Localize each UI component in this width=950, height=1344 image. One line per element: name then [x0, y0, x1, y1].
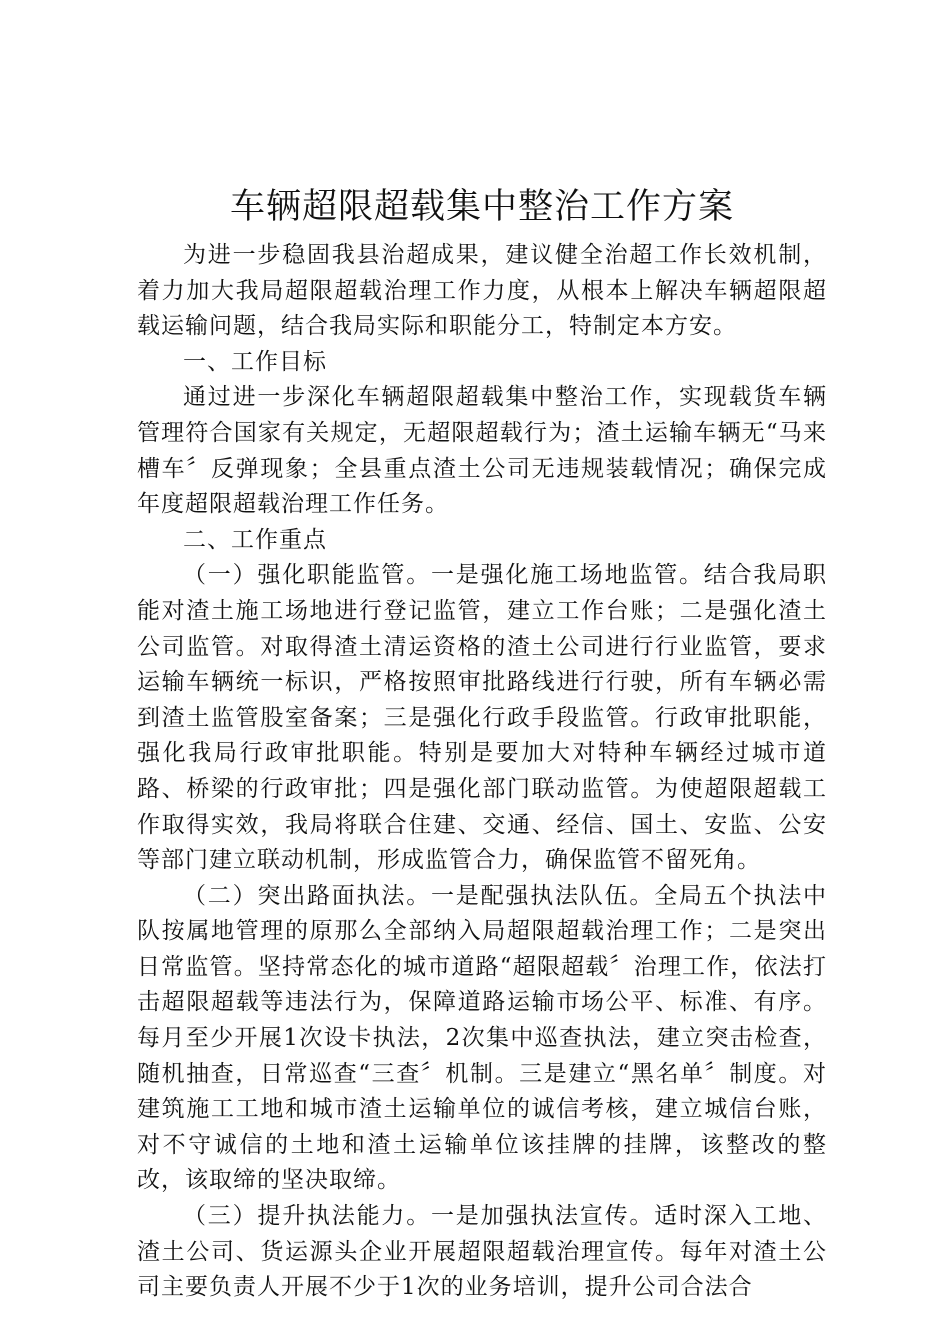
paragraph-work-goals: 通过进一步深化车辆超限超载集中整治工作，实现载货车辆管理符合国家有关规定，无超限超载行为；渣土运输车辆无“马来槽车〞反弹现象；全县重点渣土公司无违规装载情况；确保完成年度超限超载治理工作任务。 [137, 384, 827, 518]
heading-work-focus: 二、工作重点 [183, 526, 327, 553]
document-page [137, 178, 827, 1306]
document-title: 车辆超限超载集中整治工作方案 [229, 187, 734, 227]
paragraph-intro: 为进一步稳固我县治超成果，建议健全治超工作长效机制，着力加大我局超限超载治理工作力度，从根本上解决车辆超限超载运输问题，结合我局实际和职能分工，特制定本方安。 [137, 242, 827, 340]
heading-work-goals: 一、工作目标 [183, 348, 327, 375]
paragraph-focus-1: （一）强化职能监管。一是强化施工场地监管。结合我局职能对渣土施工场地进行登记监管，建立工作台账；二是强化渣土公司监管。对取得渣土清运资格的渣土公司进行行业监管，要求运输车辆统一标识，严格按照审批路线进行行驶，所有车辆必需到渣土监管股室备案；三是强化行政手段监管。行政审批职能，强化我局行政审批职能。特别是要加大对特种车辆经过城市道路、桥梁的行政审批；四是强化部门联动监管。为使超限超载工作取得实效，我局将联合住建、交通、经信、国土、安监、公安等部门建立联动机制，形成监管合力，确保监管不留死角。 [137, 562, 827, 874]
paragraph-focus-2: （二）突出路面执法。一是配强执法队伍。全局五个执法中队按属地管理的原那么全部纳入局超限超载治理工作；二是突出日常监管。坚持常态化的城市道路“超限超载〞治理工作，依法打击超限超载等违法行为，保障道路运输市场公平、标准、有序。每月至少开展1次设卡执法，2次集中巡查执法，建立突击检查，随机抽查，日常巡查“三查〞机制。三是建立“黑名单〞制度。对建筑施工工地和城市渣土运输单位的诚信考核，建立城信台账，对不守诚信的土地和渣土运输单位该挂牌的挂牌，该整改的整改，该取缔的坚决取缔。 [137, 882, 827, 1194]
paragraph-focus-3: （三）提升执法能力。一是加强执法宣传。适时深入工地、渣土公司、货运源头企业开展超限超载治理宣传。每年对渣土公司主要负责人开展不少于1次的业务培训，提升公司合法合 [137, 1203, 827, 1301]
